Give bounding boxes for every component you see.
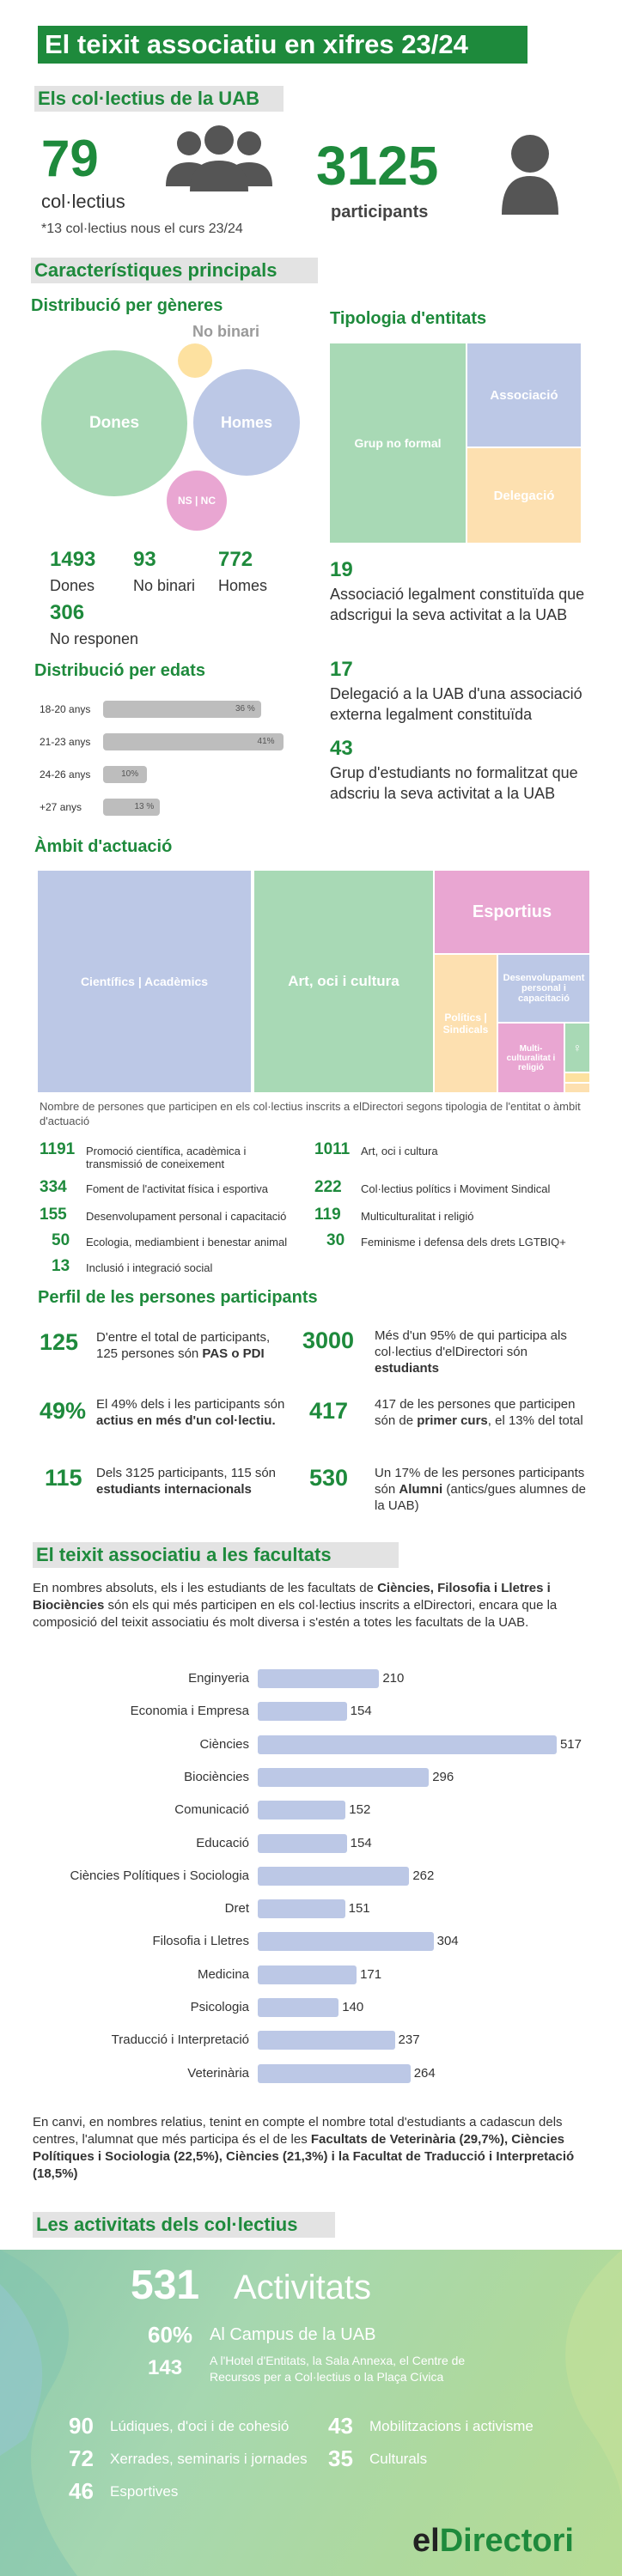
- tipologia-stat-3-text: Grup d'estudiants no formalitzat que adscriu la seva activitat a la UAB: [330, 764, 578, 802]
- faculty-bar: [258, 1768, 429, 1787]
- tile-cientifics: Científics | Acadèmics: [38, 871, 251, 1092]
- participants-count: 3125: [316, 135, 439, 197]
- eldirectori-logo: elDirectori: [412, 2523, 574, 2559]
- faculty-label: Educació: [196, 1835, 249, 1850]
- faculty-label: Ciències Polítiques i Sociologia: [70, 1868, 249, 1883]
- activitat-text: Xerrades, seminaris i jornades: [110, 2451, 308, 2467]
- bubble-no-binari: [178, 343, 212, 378]
- faculty-value-label: 262: [412, 1868, 435, 1883]
- ambit-item-value: 30: [326, 1231, 345, 1249]
- perfil-text: 417 de les persones que participen són de primer curs, el 13% del total: [375, 1397, 583, 1428]
- faculty-bar: [258, 1965, 357, 1984]
- faculty-label: Biociències: [184, 1769, 249, 1784]
- faculty-label: Enginyeria: [188, 1671, 249, 1686]
- tile-grup-no-formal: Grup no formal: [330, 343, 466, 543]
- facultats-outro: En canvi, en nombres relatius, tenint en compte el nombre total d'estudiants a cadascun dels centres, l'alumnat que més participa és el de les Facultats de Veterinària (29,7%), Ciències Polítiques i Sociologia (22,5%), Ciències (21,3%) i la Facultat de Traducció i Interpretació (18,5%): [33, 2115, 575, 2181]
- tile-politics: Polítics | Sindicals: [435, 955, 497, 1092]
- ambit-item-value: 1011: [314, 1140, 351, 1158]
- ambit-item-value: 50: [52, 1231, 70, 1249]
- tipologia-stat-1-text: Associació legalment constituïda que adscrigui la seva activitat a la UAB: [330, 586, 585, 623]
- activitat-text: Lúdiques, d'oci i de cohesió: [110, 2418, 290, 2434]
- faculty-value-label: 237: [398, 2032, 420, 2048]
- label-no-binari: No binari: [192, 323, 260, 340]
- generes-title: Distribució per gèneres: [31, 296, 223, 315]
- participants-label: participants: [331, 203, 429, 222]
- activitat-value: 90: [69, 2413, 94, 2439]
- age-value-label: 10%: [121, 769, 139, 779]
- person-icon: [500, 133, 560, 215]
- faculty-value-label: 152: [349, 1802, 371, 1818]
- tipologia-title: Tipologia d'entitats: [330, 309, 487, 328]
- spaces-text: A l'Hotel d'Entitats, la Sala Annexa, el Centre de Recursos per a Col·lectius o la Plaça Cívica: [210, 2354, 466, 2384]
- faculty-label: Psicologia: [190, 2000, 249, 2014]
- bubble-dones: Dones: [41, 350, 187, 496]
- collectius-note: *13 col·lectius nous el curs 23/24: [41, 222, 243, 236]
- faculty-bar: [258, 1834, 347, 1853]
- stat-nobinari-value: 93: [133, 548, 156, 571]
- collectius-count-label: col·lectius: [41, 191, 125, 212]
- faculty-value-label: 210: [382, 1671, 405, 1686]
- edats-chart: [34, 694, 309, 831]
- ambit-item-value: 1191: [40, 1140, 76, 1158]
- perfil-value: 125: [40, 1329, 79, 1355]
- section-collectius-title: Els col·lectius de la UAB: [34, 86, 284, 112]
- perfil-value: 3000: [302, 1327, 355, 1353]
- perfil-value: 49%: [40, 1398, 87, 1424]
- stat-homes-value: 772: [218, 548, 253, 571]
- tile-inclusio: [565, 1073, 589, 1082]
- perfil-value: 530: [309, 1465, 349, 1491]
- activitat-value: 43: [328, 2413, 353, 2439]
- perfil-value: 115: [45, 1465, 82, 1491]
- female-icon: ♀: [572, 1041, 582, 1054]
- ambit-item-text: Feminisme i defensa dels drets LGTBIQ+: [361, 1236, 566, 1249]
- faculty-bar: [258, 2031, 395, 2050]
- faculty-value-label: 296: [432, 1769, 454, 1784]
- faculty-bar: [258, 1702, 347, 1721]
- page-title: El teixit associatiu en xifres 23/24: [38, 26, 527, 64]
- activitats-total: 531: [131, 2263, 200, 2308]
- faculty-value-label: 140: [342, 2000, 364, 2014]
- ambit-item-text: Ecologia, mediambient i benestar animal: [86, 1236, 288, 1249]
- bubble-nsnc: NS | NC: [167, 471, 227, 531]
- perfil-title: Perfil de les persones participants: [38, 1288, 318, 1307]
- faculty-label: Filosofia i Lletres: [152, 1934, 249, 1949]
- tile-feminisme: [565, 1024, 589, 1072]
- tile-multiculturalitat: Multi-culturalitat i religió: [498, 1024, 564, 1092]
- faculty-bar: [258, 1735, 557, 1754]
- bubble-homes: Homes: [193, 369, 300, 476]
- ambit-item-value: 13: [52, 1257, 70, 1275]
- faculty-bar: [258, 1801, 345, 1820]
- faculty-bar: [258, 1899, 345, 1918]
- campus-text: Al Campus de la UAB: [210, 2325, 376, 2344]
- tipologia-stat-3-value: 43: [330, 737, 353, 760]
- perfil-text: Dels 3125 participants, 115 són estudiants internacionals: [96, 1466, 277, 1497]
- faculty-label: Ciències: [199, 1736, 249, 1752]
- faculty-bar: [258, 1669, 379, 1688]
- faculty-bar: [258, 2064, 411, 2083]
- faculty-value-label: 171: [360, 1966, 382, 1982]
- ambit-item-text: Col·lectius polítics i Moviment Sindical: [361, 1182, 551, 1195]
- activitat-value: 46: [69, 2478, 94, 2504]
- perfil-text: Més d'un 95% de qui participa als col·lectius d'elDirectori són estudiants: [375, 1328, 567, 1376]
- faculty-label: Medicina: [197, 1966, 249, 1982]
- perfil-value: 417: [309, 1398, 349, 1424]
- faculty-value-label: 264: [413, 2065, 436, 2081]
- activitat-value: 35: [328, 2445, 353, 2471]
- faculty-value-label: 517: [559, 1736, 582, 1752]
- group-icon: [159, 125, 279, 193]
- perfil-text: D'entre el total de participants, 125 persones són PAS o PDI: [96, 1330, 271, 1361]
- faculty-value-label: 151: [348, 1901, 370, 1917]
- age-value-label: 41%: [257, 737, 275, 746]
- stat-dones-label: Dones: [50, 577, 95, 594]
- ambit-item-text: Desenvolupament personal i capacitació: [86, 1210, 287, 1223]
- ambit-item-text: Multiculturalitat i religió: [361, 1210, 474, 1223]
- tile-delegacio: Delegació: [467, 448, 581, 543]
- ambit-item-value: 222: [314, 1178, 342, 1196]
- stat-homes-label: Homes: [218, 577, 268, 594]
- stat-nobinari-label: No binari: [133, 577, 196, 594]
- campus-value: 60%: [148, 2322, 193, 2348]
- age-value-label: 13 %: [134, 802, 155, 811]
- facultats-intro: En nombres absoluts, els i les estudiants de les facultats de Ciències, Filosofia i Lletres i Biociències són els qui més participen en els col·lectius inscrits a elDirectori, encara que la composició del teixit associatiu és molt diversa i s'estén a totes les facultats de la UAB.: [33, 1581, 558, 1630]
- edats-title: Distribució per edats: [34, 661, 205, 680]
- activitats-total-label: Activitats: [234, 2269, 372, 2306]
- perfil-text: Un 17% de les persones participants són Alumni (antics/gues alumnes de la UAB): [375, 1466, 586, 1513]
- ambit-item-value: 119: [314, 1206, 341, 1224]
- age-category-label: 24-26 anys: [40, 769, 91, 781]
- ambit-item-text: Foment de l'activitat física i esportiva: [86, 1182, 269, 1195]
- spaces-value: 143: [148, 2356, 183, 2379]
- ambit-title: Àmbit d'actuació: [34, 837, 173, 856]
- faculty-label: Economia i Empresa: [130, 1704, 249, 1719]
- faculty-bar: [258, 1998, 338, 2017]
- ambit-item-text: Art, oci i cultura: [361, 1145, 438, 1157]
- facultats-chart: [0, 1669, 622, 2099]
- activitat-text: Esportives: [110, 2483, 179, 2500]
- faculty-value-label: 154: [350, 1704, 372, 1719]
- ambit-note: Nombre de persones que participen en els col·lectius inscrits a elDirectori segons tipologia de l'entitat o àmbit d'actuació: [40, 1100, 581, 1127]
- stat-noresponen-value: 306: [50, 601, 85, 624]
- ambit-item-text: Inclusió i integració social: [86, 1261, 213, 1274]
- tipologia-stat-2-text: Delegació a la UAB d'una associació externa legalment constituïda: [330, 685, 582, 723]
- faculty-value-label: 304: [436, 1934, 459, 1949]
- age-bar: [103, 733, 284, 750]
- age-value-label: 36 %: [235, 704, 255, 714]
- tile-ecologia: [565, 1084, 589, 1092]
- ambit-item-value: 155: [40, 1206, 67, 1224]
- faculty-label: Traducció i Interpretació: [111, 2032, 249, 2048]
- tipologia-stat-2-value: 17: [330, 658, 353, 681]
- activitat-text: Mobilitzacions i activisme: [369, 2418, 534, 2434]
- stat-dones-value: 1493: [50, 548, 96, 571]
- section-caracteristiques-title: Característiques principals: [31, 258, 318, 283]
- age-category-label: 18-20 anys: [40, 703, 91, 715]
- faculty-label: Comunicació: [174, 1802, 249, 1818]
- section-activitats-title: Les activitats dels col·lectius: [33, 2212, 335, 2238]
- tile-esportius: Esportius: [435, 871, 589, 953]
- age-category-label: +27 anys: [40, 801, 82, 813]
- faculty-label: Dret: [224, 1901, 249, 1917]
- collectius-count: 79: [41, 130, 99, 187]
- faculty-label: Veterinària: [187, 2065, 249, 2081]
- ambit-item-text: Promoció científica, acadèmica i transmissió de coneixement: [86, 1145, 247, 1170]
- tipologia-stat-1-value: 19: [330, 558, 353, 581]
- section-facultats-title: El teixit associatiu a les facultats: [33, 1542, 399, 1568]
- ambit-item-value: 334: [40, 1178, 67, 1196]
- tile-associacio: Associació: [467, 343, 581, 447]
- faculty-bar: [258, 1932, 434, 1951]
- age-category-label: 21-23 anys: [40, 736, 91, 748]
- activitat-value: 72: [69, 2445, 94, 2471]
- faculty-bar: [258, 1867, 409, 1886]
- perfil-text: El 49% dels i les participants són actius en més d'un col·lectiu.: [96, 1397, 285, 1428]
- faculty-value-label: 154: [350, 1835, 372, 1850]
- activitat-text: Culturals: [369, 2451, 428, 2467]
- tile-desenvolupament: Desenvolupament personal i capacitació: [498, 955, 589, 1022]
- stat-noresponen-label: No responen: [50, 630, 139, 647]
- tile-art: Art, oci i cultura: [254, 871, 433, 1092]
